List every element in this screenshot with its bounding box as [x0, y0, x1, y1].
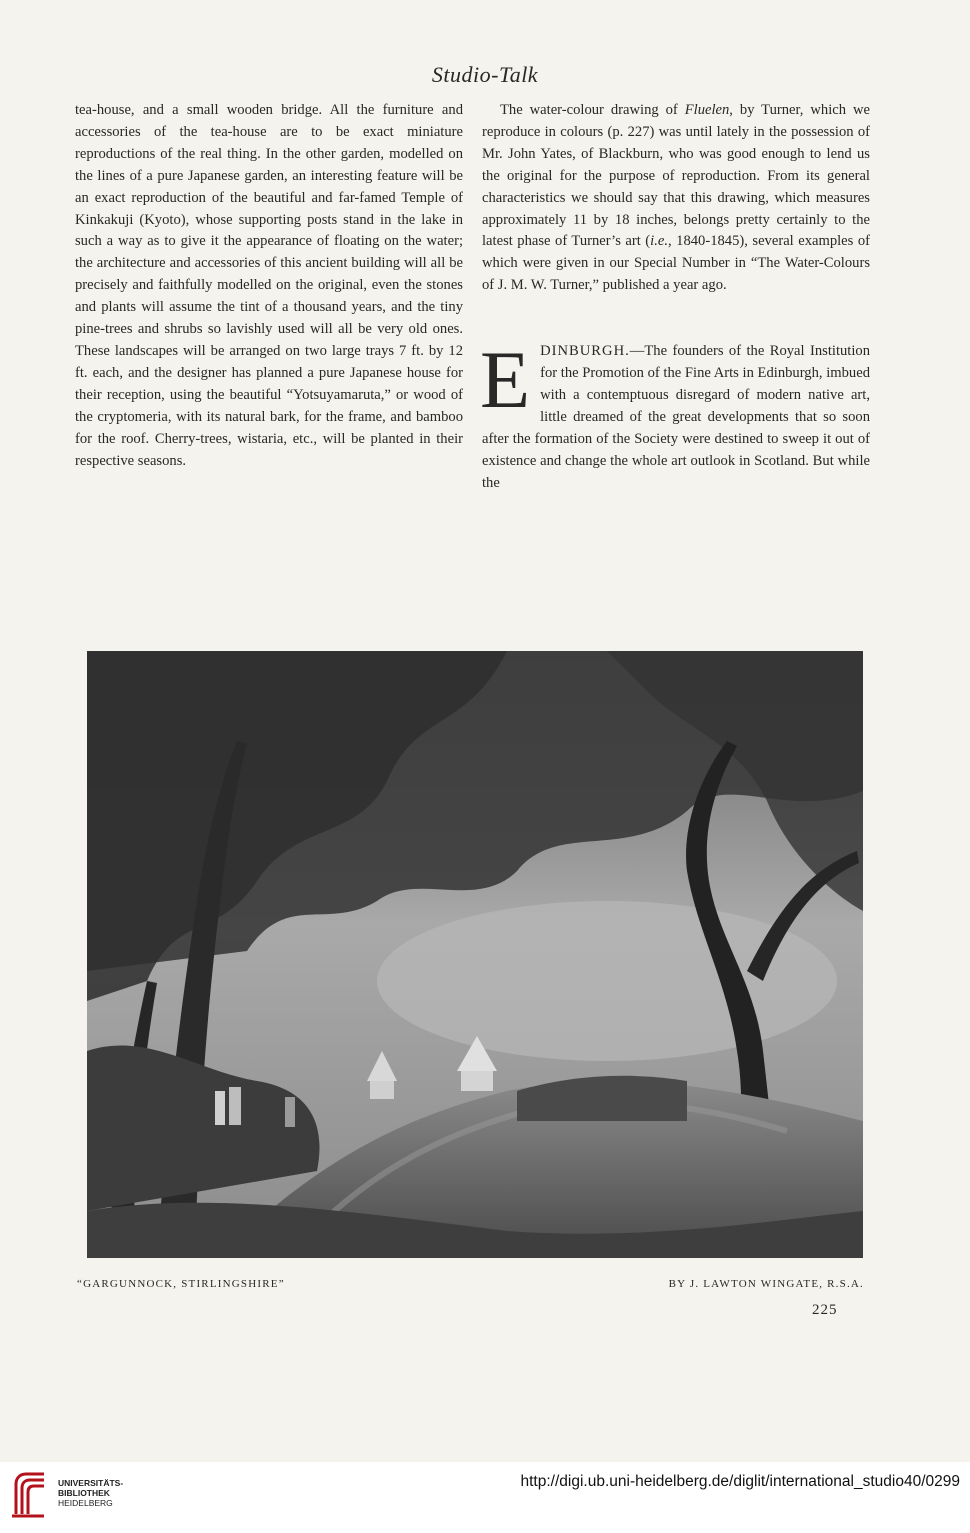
library-line2: BIBLIOTHEK — [58, 1488, 110, 1498]
library-logo-icon — [10, 1470, 50, 1520]
library-line3: HEIDELBERG — [58, 1498, 113, 1508]
landscape-painting-image — [87, 651, 863, 1258]
library-name — [58, 1478, 123, 1508]
source-url[interactable]: http://digi.ub.uni-heidelberg.de/diglit/international_studio40/0299 — [520, 1473, 960, 1490]
turner-p-before: The water-colour drawing of — [500, 102, 685, 118]
plate-caption-title: “GARGUNNOCK, STIRLINGSHIRE” — [77, 1278, 285, 1290]
edinburgh-text: —The founders of the Royal Institution for the Promotion of the Fine Arts in Edinburgh, imbued with a contemptuous disregard of modern native art, little dreamed of the great developments that so soon after the formation of the Society were destined to sweep it out of existence and change the whole art outlook in Scotland. But while the — [482, 343, 870, 491]
turner-paragraph — [482, 100, 870, 297]
turner-p-mid: , by Turner, which we reproduce in colours (p. 227) was until lately in the possession of Mr. John Yates, of Blackburn, who was good enough to lend us the original for the purpose of reproduction. From its general characteristics we should say that this drawing, which measures approximately 11 by 18 inches, belongs pretty certainly to the latest phase of Turner’s art ( — [482, 102, 870, 250]
left-paragraph: tea-house, and a small wooden bridge. All the furniture and accessories of the tea-house are to be exact miniature reproductions of the real thing. In the other garden, modelled on the lines of a pure Japanese garden, an interesting feature will be an exact reproduction of the beautiful and far-famed Temple of Kinkakuji (Kyoto), whose supporting posts stand in the lake in such a way as to give it the appearance of floating on the water; the architecture and accessories of this ancient building will all be precisely and faithfully modelled on the original, even the stones and plants will assume the tint of a thousand years, and the tiny pine-trees and shrubs so lavishly used will all be very old ones. These landscapes will be arranged on two large trays 7 ft. by 12 ft. each, and the designer has planned a pure Japanese house for their reception, using the beautiful “Yotsuyamaruta,” or wood of the cryptomeria, with its natural bark, for the frame, and bamboo for the roof. Cherry-trees, wistaria, etc., will be planted in their respective seasons. — [75, 102, 463, 469]
ie-abbrev: i.e. — [650, 233, 668, 250]
fluelen-title: Fluelen — [684, 102, 730, 118]
page-number: 225 — [812, 1302, 838, 1318]
turner-p-after: , 1840-1845), several examples of which were given in our Special Number in “The Water-Colours of J. M. W. Turner,” published a year ago. — [482, 233, 870, 294]
running-head: Studio-Talk — [431, 62, 539, 87]
left-column — [75, 100, 463, 472]
landscape-plate — [87, 651, 863, 1258]
edinburgh-paragraph — [480, 334, 870, 494]
drop-cap: E — [480, 334, 531, 426]
edinburgh-heading: DINBURGH. — [540, 343, 630, 360]
right-column — [482, 100, 870, 495]
library-line1: UNIVERSITÄTS- — [58, 1478, 124, 1488]
plate-caption-artist: BY J. LAWTON WINGATE, R.S.A. — [668, 1278, 864, 1290]
